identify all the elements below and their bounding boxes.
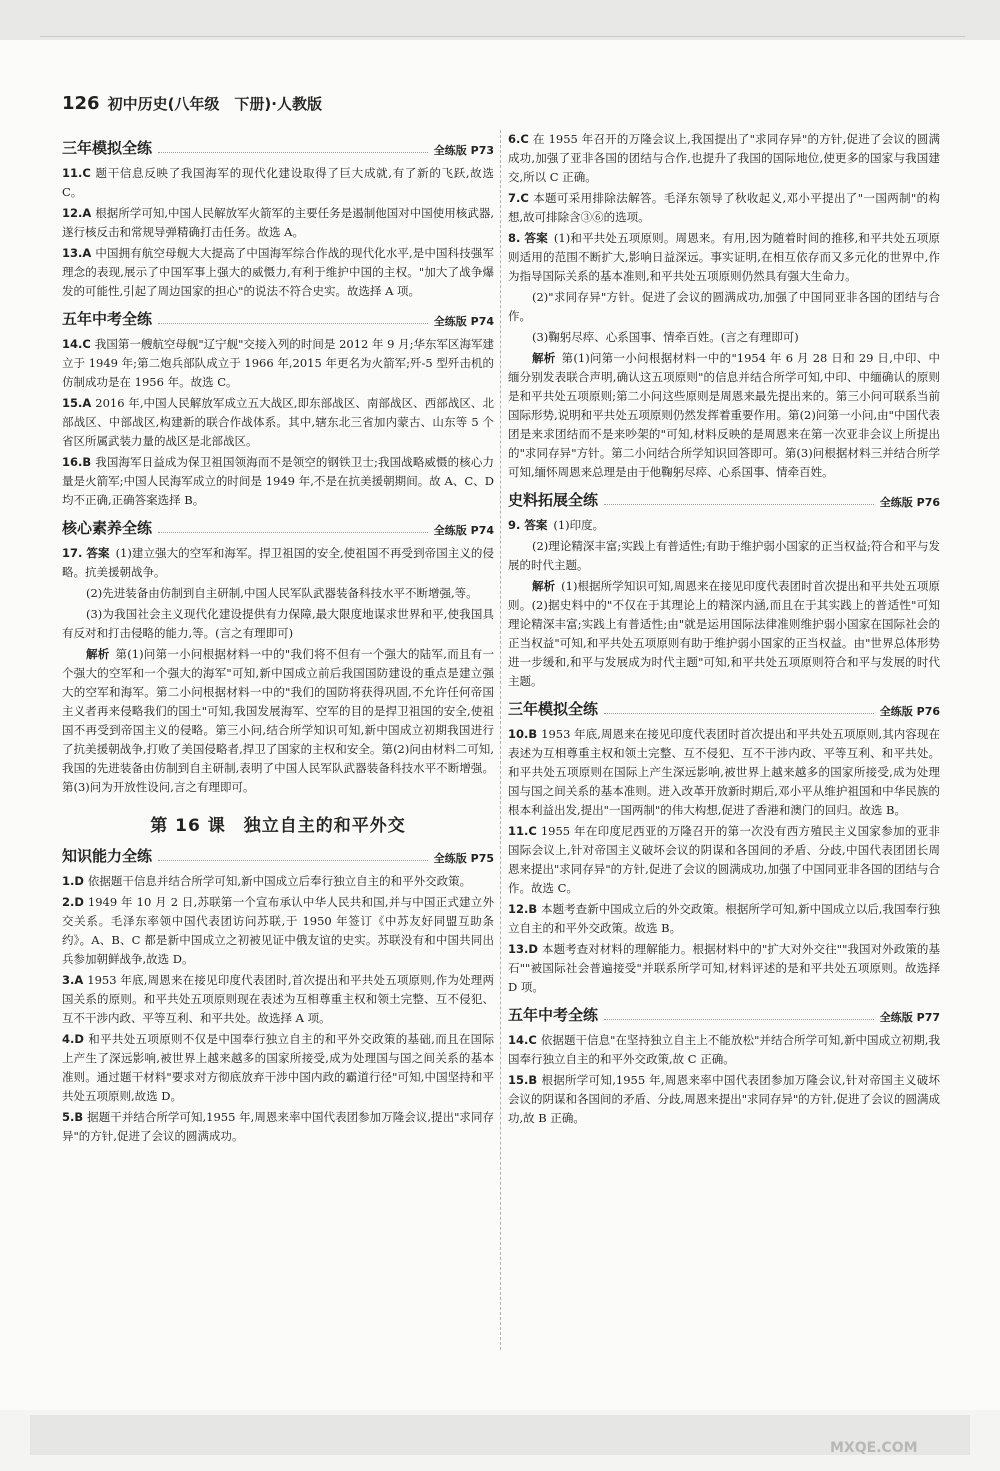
answer-text: 本题考查对材料的理解能力。根据材料中的"扩大对外交往""我国对外政策的基石""被国际社会普遍接受"并联系所学可知,材料评述的是和平共处五项原则。故选择 D 项。 xyxy=(508,942,940,994)
watermark-text: MXQE.COM xyxy=(830,1440,918,1456)
right-column xyxy=(508,130,940,1130)
section-page-ref: 全练版 P73 xyxy=(433,144,494,157)
section-heading xyxy=(62,844,494,866)
answer-number: 11.C xyxy=(508,824,537,838)
answer-number: 14.C xyxy=(508,1033,537,1047)
answer-text: (1)建立强大的空军和海军。捍卫祖国的安全,使祖国不再受到帝国主义的侵略。抗美援朝战争。 xyxy=(62,546,494,579)
answer-tag: 答案 xyxy=(524,231,548,245)
answer-item xyxy=(508,822,940,898)
answer-number: 3.A xyxy=(62,973,84,987)
answer-item xyxy=(508,1071,940,1128)
section-heading xyxy=(508,488,940,510)
section-rule xyxy=(604,1019,874,1020)
answer-number: 13.D xyxy=(508,942,538,956)
book-title: 初中历史(八年级 下册)·人教版 xyxy=(107,94,322,113)
answer-text: 依据题干信息"在坚持独立自主上不能放松"并结合所学可知,新中国成立初期,我国奉行独立自主的和平外交政策,故 C 正确。 xyxy=(508,1033,940,1066)
answer-number: 16.B xyxy=(62,455,92,469)
answer-item xyxy=(508,725,940,820)
analysis-tag: 解析 xyxy=(532,351,556,365)
answer-text: 在 1955 年召开的万隆会议上,我国提出了"求同存异"的方针,促进了会议的圆满成功,加强了亚非各国的团结与合作,也提升了我国的国际地位,使更多的国家与我国建交,所以 C 正确。 xyxy=(508,132,940,184)
answer-number: 5.B xyxy=(62,1110,84,1124)
answer-text: 题干信息反映了我国海军的现代化建设取得了巨大成就,有了新的飞跃,故选 C。 xyxy=(62,166,494,199)
answer-text: 和平共处五项原则不仅是中国奉行独立自主的和平外交政策的基础,而且在国际上产生了深远影响,被世界上越来越多的国家所接受,成为处理国与国之间关系的基本准则。通过题干材料"要求对方彻底放弃干涉中国内政的霸道行径"可知,中国坚持和平共处五项原则,故选 D。 xyxy=(62,1032,494,1103)
left-column xyxy=(62,130,494,1148)
section-heading xyxy=(508,697,940,719)
section-page-ref: 全练版 P76 xyxy=(879,496,940,509)
answer-number: 1.D xyxy=(62,874,84,888)
section-page-ref: 全练版 P76 xyxy=(879,705,940,718)
section-page-ref: 全练版 P77 xyxy=(879,1011,940,1024)
answer-item xyxy=(508,189,940,227)
section-title: 核心素养全练 xyxy=(62,519,153,537)
answer-number: 12.B xyxy=(508,902,538,916)
section-heading xyxy=(62,136,494,158)
section-title: 知识能力全练 xyxy=(62,847,153,865)
section-title: 史料拓展全练 xyxy=(508,491,599,509)
section-rule xyxy=(158,860,428,861)
answer-item xyxy=(62,544,494,582)
answer-number: 11.C xyxy=(62,166,91,180)
answer-item xyxy=(62,244,494,301)
answer-item xyxy=(508,900,940,938)
answer-item xyxy=(62,1108,494,1146)
answer-tag: 答案 xyxy=(86,546,110,560)
answer-text: 本题考查新中国成立后的外交政策。根据所学可知,新中国成立以后,我国奉行独立自主的和平外交政策。故选 B。 xyxy=(508,902,940,935)
section-page-ref: 全练版 P74 xyxy=(433,524,494,537)
top-rule xyxy=(40,36,965,37)
section-heading xyxy=(62,516,494,538)
section-page-ref: 全练版 P75 xyxy=(433,852,494,865)
analysis-paragraph xyxy=(508,349,940,482)
answer-item xyxy=(62,164,494,202)
analysis-paragraph xyxy=(508,577,940,691)
answer-number: 17. xyxy=(62,546,83,560)
analysis-tag: 解析 xyxy=(532,579,556,593)
answer-text: 依据题干信息并结合所学可知,新中国成立后奉行独立自主的和平外交政策。 xyxy=(87,874,472,888)
answer-number: 6.C xyxy=(508,132,529,146)
answer-text: 中国拥有航空母舰大大提高了中国海军综合作战的现代化水平,是中国科技强军理念的表现,展示了中国军事上强大的威慑力,有利于维护中国的主权。"加大了战争爆发的可能性,引起了周边国家的担心"的说法不符合史实。故选择 A 项。 xyxy=(62,246,494,298)
page-number: 126 xyxy=(62,92,100,114)
answer-text: 本题可采用排除法解答。毛泽东领导了秋收起义,邓小平提出了"一国两制"的构想,故可排除含③⑥的选项。 xyxy=(508,191,940,224)
answer-number: 2.D xyxy=(62,895,84,909)
answer-number: 15.A xyxy=(62,396,92,410)
bottom-bar xyxy=(30,1415,970,1455)
section-heading xyxy=(508,1003,940,1025)
answer-subpart: (3)为我国社会主义现代化建设提供有力保障,最大限度地谋求世界和平,使我国具有反对和打击侵略的能力,等。(言之有理即可) xyxy=(62,607,494,640)
answer-tag: 答案 xyxy=(524,518,548,532)
section-page-ref: 全练版 P74 xyxy=(433,315,494,328)
section-rule xyxy=(158,532,428,533)
answer-item xyxy=(62,872,494,891)
answer-number: 13.A xyxy=(62,246,92,260)
section-rule xyxy=(158,323,428,324)
analysis-text: 第(1)问第一小问根据材料一中的"1954 年 6 月 28 日和 29 日,中印、中缅分别发表联合声明,确认这五项原则"的信息并结合所学可知,中印、中缅确认的原则是和平共处五项原则;第二小问这些原则是周恩来最先提出来的。第三小问可联系当前国际形势,说明和平共处五项原则仍然发挥着重要作用。第(2)问第一小问,由"中国代表团是来求团结而不是来吵架的"可知,材料反映的是周恩来在第一次亚非会议上所提出的"求同存异"方针。第二小问结合所学知识回答即可。第(3)问根据材料三并结合所学可知,缅怀周恩来总理是由于他鞠躬尽瘁、心系国事、情牵百姓。 xyxy=(508,351,941,479)
answer-item xyxy=(508,229,940,286)
answer-number: 15.B xyxy=(508,1073,538,1087)
answer-subpart: (2)"求同存异"方针。促进了会议的圆满成功,加强了中国同亚非各国的团结与合作。 xyxy=(508,290,940,323)
answer-item xyxy=(508,130,940,187)
analysis-text: 第(1)问第一小问根据材料一中的"我们将不但有一个强大的陆军,而且有一个强大的空军和一个强大的海军"可知,新中国成立前后我国国防建设的重点是建立强大的空军和海军。第二小问根据材料一中的"我们的国防将获得巩固,不允许任何帝国主义者再来侵略我们的国土"可知,我国发展海军、空军的目的是捍卫祖国的安全,使祖国不再受到帝国主义的侵略。第三小问,结合所学知识可知,新中国成立初期我国进行了抗美援朝战争,打败了美国侵略者,捍卫了国家的主权和安全。第(2)问由材料二可知,我国的先进装备由仿制到自主研制,表明了中国人民军队武器装备科技水平不断增强。第(3)问为开放性设问,言之有理即可。 xyxy=(62,647,494,794)
answer-item xyxy=(508,940,940,997)
answer-text: (1)印度。 xyxy=(553,518,605,532)
answer-item xyxy=(508,1031,940,1069)
section-title: 三年模拟全练 xyxy=(508,700,599,718)
answer-subpart: (3)鞠躬尽瘁、心系国事、情牵百姓。(言之有理即可) xyxy=(532,330,799,344)
answer-number: 10.B xyxy=(508,727,538,741)
answer-text: 2016 年,中国人民解放军成立五大战区,即东部战区、南部战区、西部战区、北部战区、中部战区,构建新的联合作战体系。其中,辖东北三省加内蒙古、山东等 5 个省区所属武装力量的战区是北部战区。 xyxy=(62,396,494,448)
answer-item xyxy=(62,335,494,392)
answer-item xyxy=(62,453,494,510)
answer-text: 1953 年底,周恩来在接见印度代表团时首次提出和平共处五项原则,其内容现在表述为互相尊重主权和领土完整、互不侵犯、互不干涉内政、平等互利、和平共处。和平共处五项原则在国际上产生深远影响,被世界上越来越多的国家所接受,成为处理国与国之间关系的基本准则。进入改革开放新时期后,邓小平从维护祖国和中华民族的根本利益出发,提出"一国两制"的伟大构想,促进了香港和澳门的回归。故选 B。 xyxy=(508,727,940,817)
answer-number: 9. xyxy=(508,518,521,532)
section-heading xyxy=(62,307,494,329)
answer-item xyxy=(62,893,494,969)
answer-number: 7.C xyxy=(508,191,529,205)
answer-text: 根据所学可知,中国人民解放军火箭军的主要任务是遏制他国对中国使用核武器,遂行核反击和常规导弹精确打击任务。故选 A。 xyxy=(62,206,494,239)
section-title: 五年中考全练 xyxy=(508,1006,599,1024)
answer-text: 1955 年在印度尼西亚的万隆召开的第一次没有西方殖民主义国家参加的亚非国际会议上,针对帝国主义破坏会议的阴谋和各国间的矛盾、分歧,中国代表团团长周恩来提出"求同存异"的方针,促进了会议的圆满成功,加强了中国同亚非各国的团结与合作。故选 C。 xyxy=(508,824,940,895)
answer-subpart: (2)先进装备由仿制到自主研制,中国人民军队武器装备科技水平不断增强,等。 xyxy=(86,586,478,600)
answer-text: 我国海军日益成为保卫祖国领海而不是领空的钢铁卫士;我国战略威慑的核心力量是火箭军;中国人民海军成立的时间是 1949 年,不是在抗美援朝期间。故 A、C、D 均不正确,正确答案选择 B。 xyxy=(62,455,494,507)
answer-text: 1953 年底,周恩来在接见印度代表团时,首次提出和平共处五项原则,作为处理两国关系的原则。和平共处五项原则现在表述为互相尊重主权和领土完整、互不侵犯、互不干涉内政、平等互利、和平共处。故选择 A 项。 xyxy=(62,973,494,1025)
section-rule xyxy=(604,504,874,505)
page-header xyxy=(62,92,322,114)
answer-item xyxy=(62,971,494,1028)
lesson-title: 第 16 课 独立自主的和平外交 xyxy=(150,816,406,836)
answer-text: (1)和平共处五项原则。周恩来。有用,因为随着时间的推移,和平共处五项原则适用的范围不断扩大,影响日益深远。事实证明,在相互依存而又多元化的世界中,作为指导国际关系的基本准则,和平共处五项原则仍然具有强大生命力。 xyxy=(508,231,940,283)
analysis-text: (1)根据所学知识可知,周恩来在接见印度代表团时首次提出和平共处五项原则。(2)据史料中的"不仅在于其理论上的精深内涵,而且在于其实践上的普适性"可知理论精深丰富;实践上有普适性;由"就是运用国际法律准则维护弱小国家在国际社会的正当权益"可知,和平共处五项原则有助于维护弱小国家的正当权益。由"世界总体形势进一步缓和,和平与发展成为时代主题"可知,和平共处五项原则符合和平与发展的时代主题。 xyxy=(508,579,940,688)
answer-item xyxy=(62,394,494,451)
answer-item xyxy=(62,204,494,242)
section-title: 五年中考全练 xyxy=(62,310,153,328)
answer-text: 我国第一艘航空母舰"辽宁舰"交接入列的时间是 2012 年 9 月;华东军区海军建立于 1949 年;第二炮兵部队成立于 1966 年,2015 年更名为火箭军;歼-5 型歼击机的仿制成功是在 1956 年。故选 C。 xyxy=(62,337,494,389)
answer-item xyxy=(508,516,940,535)
analysis-tag: 解析 xyxy=(86,647,110,661)
answer-text: 根据所学可知,1955 年,周恩来率中国代表团参加万隆会议,针对帝国主义破坏会议的阴谋和各国间的矛盾、分歧,周恩来提出"求同存异"的方针,促进了会议的圆满成功,故 B 正确。 xyxy=(508,1073,940,1125)
section-title: 三年模拟全练 xyxy=(62,139,153,157)
answer-number: 12.A xyxy=(62,206,92,220)
answer-number: 14.C xyxy=(62,337,91,351)
answer-number: 4.D xyxy=(62,1032,84,1046)
column-divider xyxy=(500,130,502,1350)
top-bar xyxy=(0,0,1000,40)
section-rule xyxy=(604,713,874,714)
section-rule xyxy=(158,152,428,153)
analysis-paragraph xyxy=(62,645,494,797)
answer-number: 8. xyxy=(508,231,521,245)
answer-text: 1949 年 10 月 2 日,苏联第一个宣布承认中华人民共和国,并与中国正式建立外交关系。毛泽东率领中国代表团访问苏联,于 1950 年签订《中苏友好同盟互助条约》。A、B、C 都是新中国成立之初被见证中俄友谊的史实。苏联没有和中国共同出兵参加朝鲜战争,故选 D。 xyxy=(62,895,494,966)
answer-item xyxy=(62,1030,494,1106)
answer-text: 据题干并结合所学可知,1955 年,周恩来率中国代表团参加万隆会议,提出"求同存异"的方针,促进了会议的圆满成功。 xyxy=(62,1110,494,1143)
answer-subpart: (2)理论精深丰富;实践上有普适性;有助于维护弱小国家的正当权益;符合和平与发展的时代主题。 xyxy=(508,539,940,572)
